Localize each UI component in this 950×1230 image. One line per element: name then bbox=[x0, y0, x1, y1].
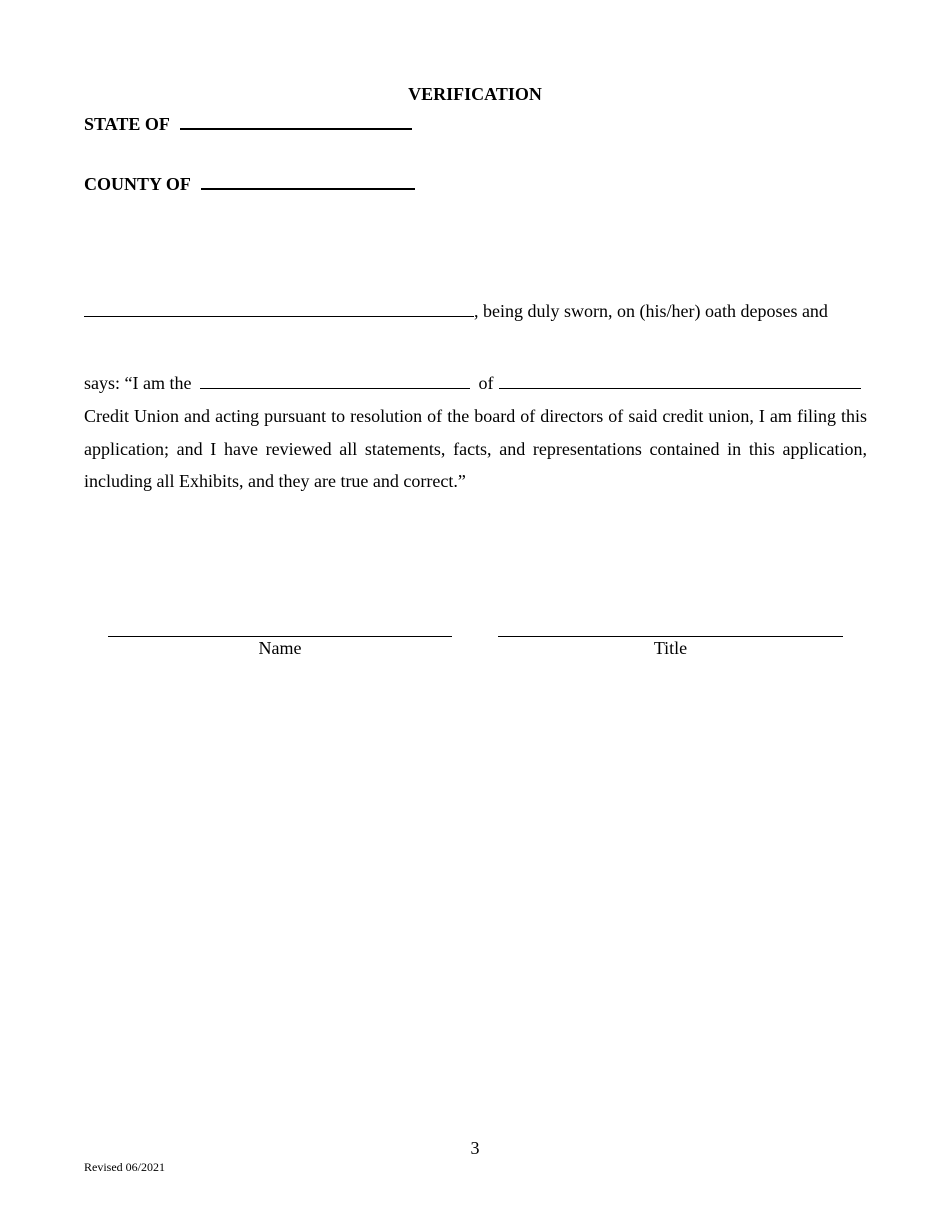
revision-date: Revised 06/2021 bbox=[84, 1160, 165, 1174]
oath-line-2 bbox=[84, 370, 867, 394]
page-title: VERIFICATION bbox=[408, 84, 542, 104]
title-signature-line[interactable] bbox=[498, 636, 843, 637]
page-number: 3 bbox=[470, 1138, 480, 1158]
oath-line-1 bbox=[84, 298, 867, 322]
title-label: Title bbox=[653, 638, 688, 658]
oath-line-2-start: says: “I am the bbox=[84, 373, 192, 393]
county-field bbox=[84, 170, 415, 195]
name-signature-line[interactable] bbox=[108, 636, 452, 637]
affiant-name-blank[interactable] bbox=[84, 298, 474, 317]
county-label: COUNTY OF bbox=[84, 174, 191, 194]
officer-title-blank[interactable] bbox=[200, 370, 470, 389]
oath-line-1-text: , being duly sworn, on (his/her) oath deposes and bbox=[474, 301, 828, 321]
oath-line-2-of: of bbox=[478, 373, 494, 393]
state-label: STATE OF bbox=[84, 114, 170, 134]
name-label: Name bbox=[258, 638, 302, 658]
state-field bbox=[84, 110, 412, 135]
state-blank-line[interactable] bbox=[180, 110, 412, 130]
county-blank-line[interactable] bbox=[201, 170, 415, 190]
oath-body-paragraph: Credit Union and acting pursuant to resolution of the board of directors of said credit union, I am filing this application; and I have reviewed all statements, facts, and representations contained in this application, including all Exhibits, and they are true and correct.” bbox=[84, 406, 867, 491]
credit-union-name-blank[interactable] bbox=[499, 370, 861, 389]
